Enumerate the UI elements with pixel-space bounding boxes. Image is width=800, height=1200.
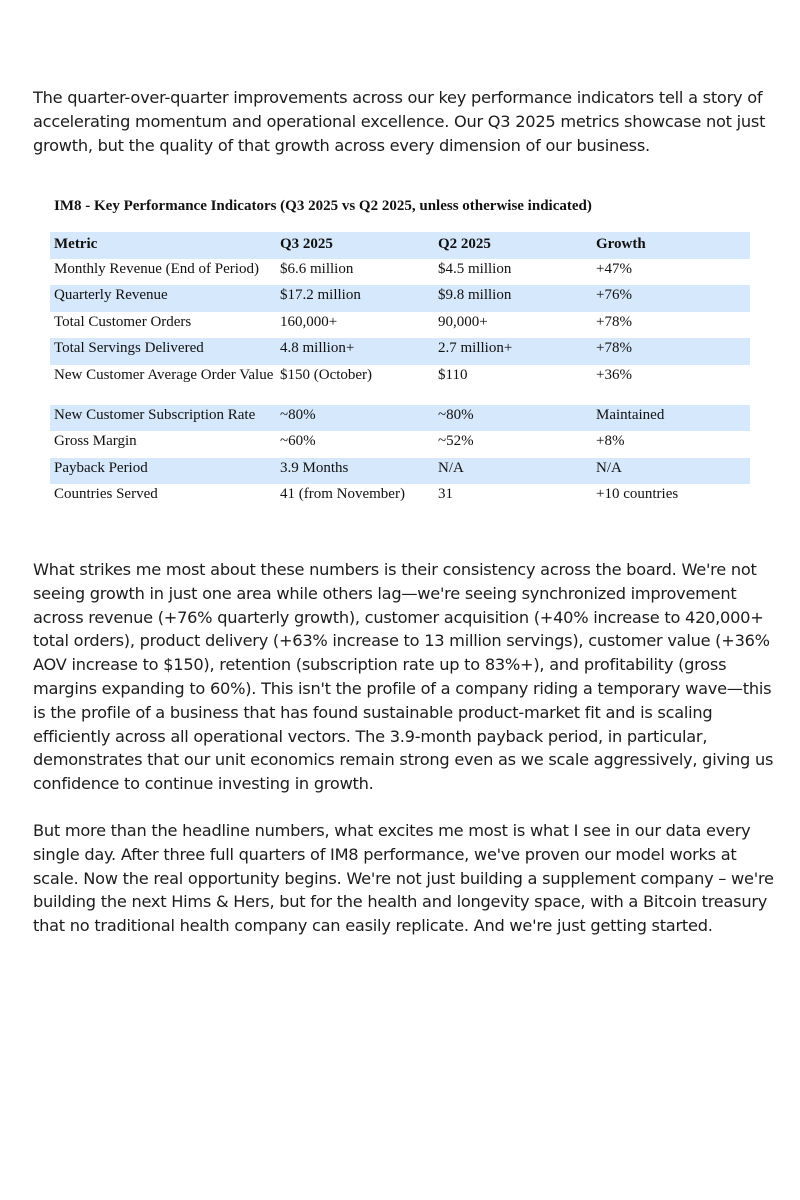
header-metric: Metric: [54, 236, 98, 252]
cell-q2: 31: [438, 486, 453, 502]
table-row: [50, 285, 750, 312]
cell-q3: ~80%: [280, 406, 316, 423]
cell-metric: Payback Period: [54, 459, 148, 476]
cell-metric: Total Customer Orders: [54, 313, 192, 330]
cell-q2: ~52%: [438, 433, 474, 449]
table-header-row: [50, 232, 750, 259]
cell-q3: $6.6 million: [280, 260, 354, 277]
cell-q3: 4.8 million+: [280, 340, 355, 356]
kpi-table-figure: [50, 196, 750, 511]
cell-q3: 41 (from November): [280, 486, 405, 502]
table-row: [50, 458, 750, 485]
cell-metric: New Customer Average Order Value: [54, 366, 274, 383]
cell-growth: +78%: [596, 340, 632, 356]
table-row: [50, 484, 750, 511]
header-q3-2025: Q3 2025: [280, 236, 333, 252]
cell-growth: +47%: [596, 260, 632, 277]
cell-q2: ~80%: [438, 406, 474, 423]
body-paragraph-1: What strikes me most about these numbers is their consistency across the board. We're not seeing growth in just one area while others lag—we're seeing synchronized improvement across revenue (+76% quarterly growth), customer acquisition (+40% increase to 420,000+ total orders), product delivery (+63% increase to 13 million servings), customer value (+36% AOV increase to $150), retention (subscription rate up to 83%+), and profitability (gross margins expanding to 60%). This isn't the profile of a company riding a temporary wave—this is the profile of a business that has found sustainable product-market fit and is scaling efficiently across all operational vectors. The 3.9-month payback period, in particular, demonstrates that our unit economics remain strong even as we scale aggressively, giving us confidence to continue investing in growth.: [33, 560, 774, 794]
cell-q2: $9.8 million: [438, 287, 512, 303]
cell-growth: Maintained: [596, 406, 665, 423]
table-row: [50, 338, 750, 365]
cell-metric: New Customer Subscription Rate: [54, 406, 256, 423]
kpi-table-title: IM8 - Key Performance Indicators (Q3 2025 vs Q2 2025, unless otherwise indicated): [54, 198, 592, 214]
cell-q3: 3.9 Months: [280, 459, 349, 476]
cell-growth: +8%: [596, 433, 625, 449]
cell-q2: N/A: [438, 459, 464, 476]
cell-metric: Quarterly Revenue: [54, 287, 168, 303]
cell-growth: +36%: [596, 366, 632, 383]
cell-q2: 90,000+: [438, 313, 488, 330]
cell-growth: +76%: [596, 287, 632, 303]
cell-growth: N/A: [596, 459, 622, 476]
body-paragraph-2: But more than the headline numbers, what excites me most is what I see in our data every single day. After three full quarters of IM8 performance, we've proven our model works at scale. Now the real opportunity begins. We're not just building a supplement company – we're building the next Hims & Hers, but for the health and longevity space, with a Bitcoin treasury that no traditional health company can easily replicate. And we're just getting started.: [33, 821, 774, 936]
cell-metric: Total Servings Delivered: [54, 340, 204, 356]
cell-growth: +10 countries: [596, 486, 679, 502]
cell-metric: Monthly Revenue (End of Period): [54, 260, 259, 277]
cell-metric: Countries Served: [54, 486, 158, 502]
table-row: [50, 259, 750, 286]
cell-q3: 160,000+: [280, 313, 338, 330]
table-row: [50, 405, 750, 432]
table-row: [50, 365, 750, 405]
header-growth: Growth: [596, 236, 646, 252]
cell-q2: $4.5 million: [438, 260, 512, 277]
cell-q2: 2.7 million+: [438, 340, 513, 356]
table-row: [50, 312, 750, 339]
cell-growth: +78%: [596, 313, 632, 330]
cell-q3: ~60%: [280, 433, 316, 449]
header-q2-2025: Q2 2025: [438, 236, 491, 252]
cell-q3: $150 (October): [280, 366, 373, 383]
cell-metric: Gross Margin: [54, 433, 137, 449]
intro-paragraph: The quarter-over-quarter improvements across our key performance indicators tell a story of accelerating momentum and operational excellence. Our Q3 2025 metrics showcase not just growth, but the quality of that growth across every dimension of our business.: [33, 88, 766, 155]
cell-q2: $110: [438, 366, 468, 383]
table-row: [50, 431, 750, 458]
kpi-table: [50, 232, 750, 511]
cell-q3: $17.2 million: [280, 287, 361, 303]
